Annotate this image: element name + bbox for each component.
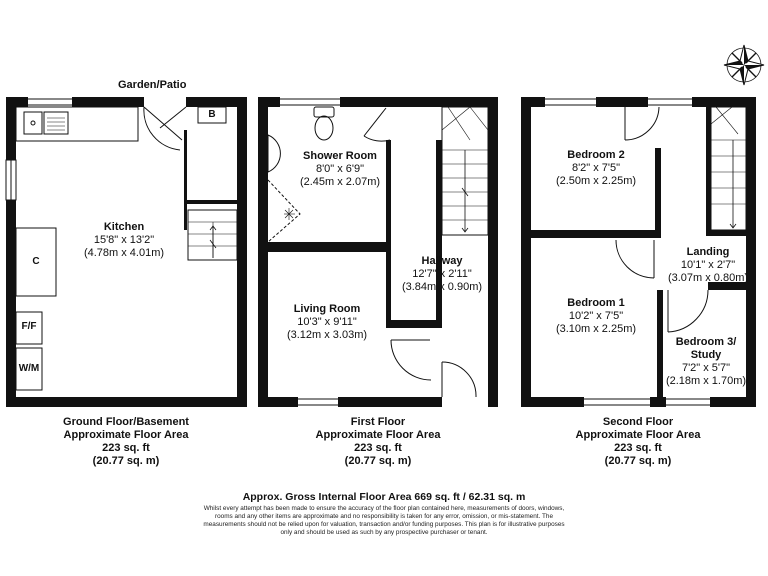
floor-ground-name: Ground Floor/Basement xyxy=(63,416,189,428)
room-landing-imperial: 10'1" x 2'7" xyxy=(680,259,736,271)
first-floor-plan xyxy=(258,97,498,407)
ground-wall-left xyxy=(6,97,16,407)
room-bedroom1-metric: (3.10m x 2.25m) xyxy=(555,323,637,335)
room-living-name: Living Room xyxy=(293,303,361,315)
floor-first-name: First Floor xyxy=(350,416,406,428)
ground-wall-top-right xyxy=(186,97,247,107)
ground-wall-top-mid xyxy=(72,97,144,107)
floor-ground-sqm: (20.77 sq. m) xyxy=(92,455,160,467)
room-hallway-imperial: 12'7" x 2'11" xyxy=(412,268,472,280)
room-bedroom3-name-2: Study xyxy=(690,349,722,361)
room-shower-imperial: 8'0" x 6'9" xyxy=(315,163,365,175)
room-kitchen-name: Kitchen xyxy=(103,221,145,233)
room-bedroom3 xyxy=(664,336,748,388)
sink-drainer xyxy=(44,112,68,134)
floor-second-sqm: (20.77 sq. m) xyxy=(604,455,672,467)
boiler-label: B xyxy=(208,109,216,120)
disclaimer-line-3: measurements should not be relied upon for valuation, transaction and/or funding purposes. This plan is for illustrative purposes xyxy=(203,521,565,528)
floor-second-area-label: Approximate Floor Area xyxy=(575,429,701,441)
floor-caption-first xyxy=(288,416,468,468)
room-bedroom3-name-1: Bedroom 3/ xyxy=(675,336,737,348)
disclaimer-line-1: Whilst every attempt has been made to ensure the accuracy of the floor plan contained here, measurements of doors, windows, xyxy=(203,505,565,512)
room-bedroom2-metric: (2.50m x 2.25m) xyxy=(555,175,637,187)
floor-first-sqft: 223 sq. ft xyxy=(354,442,402,454)
room-living-imperial: 10'3" x 9'11" xyxy=(297,316,357,328)
room-bedroom1-imperial: 10'2" x 7'5" xyxy=(568,310,624,322)
room-hallway-name: Hallway xyxy=(421,255,463,267)
room-landing-metric: (3.07m x 0.80m) xyxy=(667,272,749,284)
cooker-label: C xyxy=(32,256,40,267)
floor-caption-ground xyxy=(36,416,216,468)
room-bedroom2 xyxy=(536,149,656,188)
room-landing xyxy=(663,246,753,285)
ground-wall-right xyxy=(237,97,247,407)
room-shower-name: Shower Room xyxy=(303,150,377,162)
gross-floor-area: Approx. Gross Internal Floor Area 669 sq. ft / 62.31 sq. m xyxy=(242,491,526,503)
room-hallway xyxy=(382,255,502,294)
room-living-metric: (3.12m x 3.03m) xyxy=(286,329,368,341)
floor-caption-second xyxy=(548,416,728,468)
shower-screen xyxy=(268,180,300,242)
room-bedroom3-metric: (2.18m x 1.70m) xyxy=(665,375,747,387)
room-kitchen-metric: (4.78m x 4.01m) xyxy=(83,247,165,259)
floor-ground-area-label: Approximate Floor Area xyxy=(63,429,189,441)
room-kitchen xyxy=(64,221,184,260)
back-door-leaf xyxy=(144,107,182,140)
floor-first-area-label: Approximate Floor Area xyxy=(315,429,441,441)
ground-wall-top-left xyxy=(6,97,28,107)
room-bedroom2-name: Bedroom 2 xyxy=(567,149,625,161)
ground-wall-bottom xyxy=(6,397,247,407)
wash-basin xyxy=(268,135,280,172)
room-shower-metric: (2.45m x 2.07m) xyxy=(299,176,381,188)
fridge-freezer-label: F/F xyxy=(21,321,37,332)
room-bedroom3-imperial: 7'2" x 5'7" xyxy=(681,362,731,374)
room-shower xyxy=(280,150,400,189)
toilet-bowl xyxy=(315,116,333,140)
floor-ground-sqft: 223 sq. ft xyxy=(102,442,150,454)
sink-bowl xyxy=(24,112,42,134)
disclaimer-line-2: rooms and any other items are approximate and no responsibility is taken for any error, omission, or mis-statement. The xyxy=(214,513,554,520)
floor-second-sqft: 223 sq. ft xyxy=(614,442,662,454)
garden-patio-label: Garden/Patio xyxy=(118,79,187,91)
room-kitchen-imperial: 15'8" x 13'2" xyxy=(93,234,155,246)
disclaimer-line-4: only and should be used as such by any prospective purchaser or tenant. xyxy=(280,529,488,536)
washing-machine-label: W/M xyxy=(18,363,40,374)
room-landing-name: Landing xyxy=(686,246,730,258)
room-bedroom1-name: Bedroom 1 xyxy=(567,297,625,309)
floor-second-name: Second Floor xyxy=(602,416,674,428)
room-living xyxy=(267,303,387,342)
room-bedroom2-imperial: 8'2" x 7'5" xyxy=(571,162,621,174)
room-bedroom1 xyxy=(536,297,656,336)
compass-rose-icon xyxy=(724,45,764,85)
second-stairs xyxy=(711,107,746,230)
ground-stairs xyxy=(188,210,237,260)
room-hallway-metric: (3.84m x 0.90m) xyxy=(401,281,483,293)
floor-first-sqm: (20.77 sq. m) xyxy=(344,455,412,467)
